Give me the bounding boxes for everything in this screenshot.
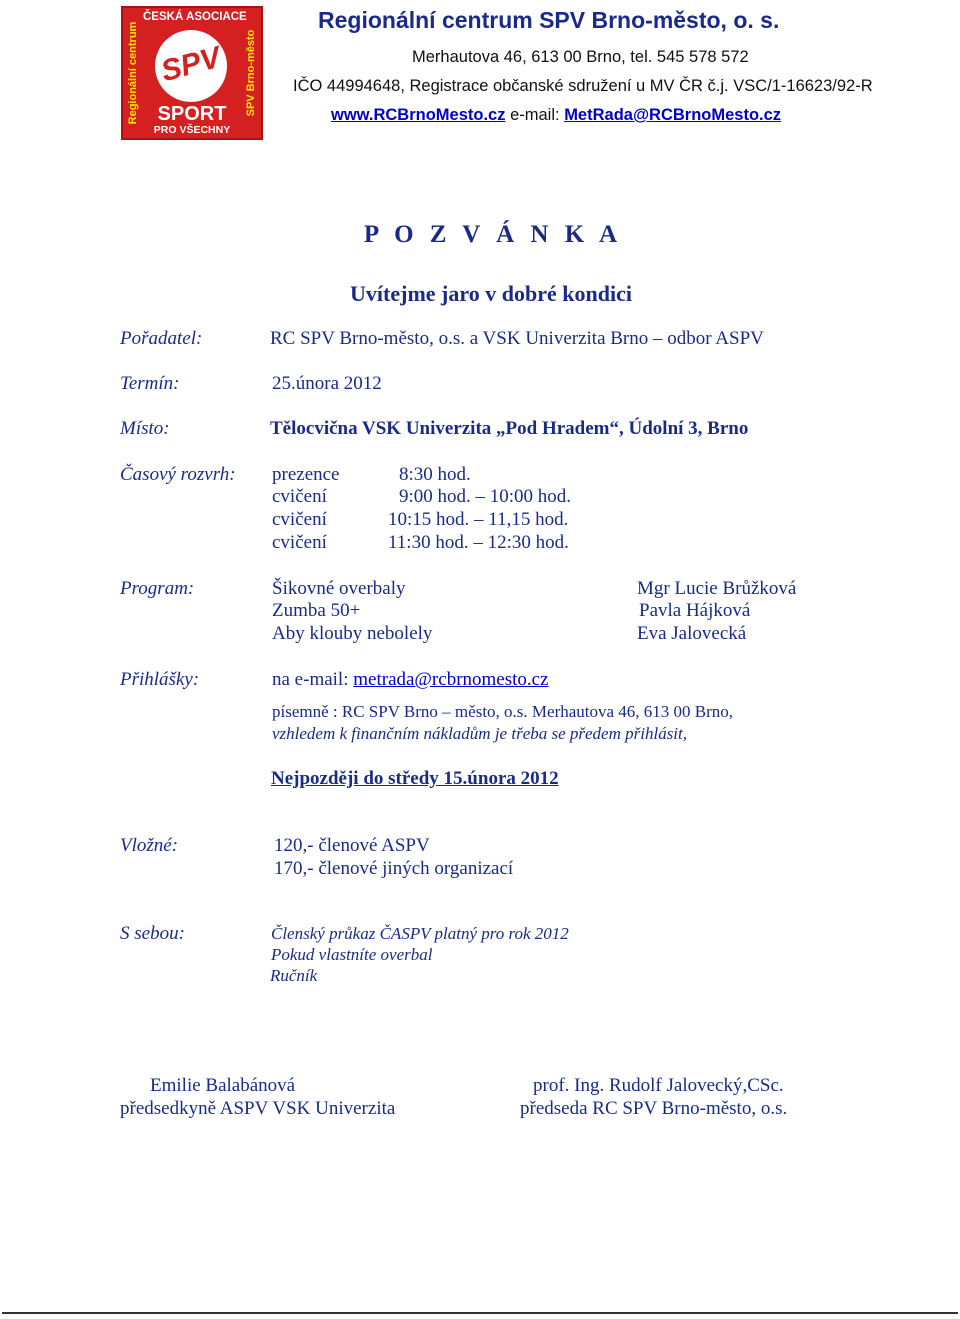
program-label: Program:: [120, 578, 195, 599]
schedule-item-time: 9:00 hod. – 10:00 hod.: [399, 486, 572, 507]
logo-emblem-text: SPV: [157, 40, 225, 89]
registration-written: písemně : RC SPV Brno – město, o.s. Merhautova 46, 613 00 Brno,: [272, 702, 734, 721]
schedule-item-time: 10:15 hod. – 11,15 hod.: [388, 509, 569, 530]
logo-bottom-text: PRO VŠECHNY: [153, 124, 231, 136]
registration-note: vzhledem k finančním nákladům je třeba se předem přihlásit,: [272, 724, 688, 743]
fee-line: 170,- členové jiných organizací: [274, 858, 514, 879]
schedule-item-name: cvičení: [272, 532, 327, 553]
signatory-right-name: prof. Ing. Rudolf Jalovecký,CSc.: [533, 1075, 784, 1096]
logo-left-text: Regionální centrum: [127, 21, 139, 125]
registration-deadline: Nejpozději do středy 15.února 2012: [271, 768, 559, 789]
program-instructor: Pavla Hájková: [639, 600, 751, 621]
program-activity: Šikovné overbaly: [272, 578, 406, 599]
schedule-label: Časový rozvrh:: [120, 464, 236, 485]
place-label: Místo:: [120, 418, 170, 439]
bring-label: S sebou:: [120, 923, 185, 944]
website-link[interactable]: www.RCBrnoMesto.cz: [331, 106, 506, 124]
page-subtitle: Uvítejme jaro v dobré kondici: [350, 281, 632, 306]
schedule-item-name: cvičení: [272, 486, 327, 507]
bring-item: Ručník: [270, 966, 318, 985]
organizer-label: Pořadatel:: [120, 328, 203, 349]
logo-emblem: [155, 30, 227, 102]
schedule-item-name: prezence: [272, 464, 340, 485]
organizer-value: RC SPV Brno-město, o.s. a VSK Univerzita Brno – odbor ASPV: [270, 328, 764, 349]
logo-top-text: ČESKÁ ASOCIACE: [143, 11, 247, 23]
bottom-rule: [2, 1312, 958, 1314]
logo: [121, 6, 263, 140]
program-activity: Zumba 50+: [272, 600, 361, 621]
place-value: Tělocvična VSK Univerzita „Pod Hradem“, Údolní 3, Brno: [270, 418, 749, 439]
logo-right-text: SPV Brno-město: [245, 29, 257, 117]
email-link[interactable]: MetRada@RCBrnoMesto.cz: [564, 106, 782, 124]
org-address: Merhautova 46, 613 00 Brno, tel. 545 578 572: [412, 48, 749, 66]
program-activity: Aby klouby nebolely: [272, 623, 433, 644]
schedule-item-time: 11:30 hod. – 12:30 hod.: [388, 532, 569, 553]
date-label: Termín:: [120, 373, 180, 394]
program-instructor: Eva Jalovecká: [637, 623, 747, 644]
contact-line: [331, 106, 781, 125]
page-title: P O Z V Á N K A: [363, 221, 623, 248]
org-name: Regionální centrum SPV Brno-město, o. s.: [318, 7, 780, 33]
signatory-left-role: předsedkyně ASPV VSK Univerzita: [120, 1098, 396, 1119]
logo-sport-text: SPORT: [157, 103, 227, 125]
logo-right-band: [242, 10, 260, 136]
bring-item: Pokud vlastníte overbal: [271, 945, 433, 964]
email-label: e-mail:: [510, 106, 560, 124]
registration-email-link[interactable]: metrada@rcbrnomesto.cz: [353, 669, 549, 690]
registration-email-prefix: na e-mail:: [272, 669, 354, 690]
registration-email-line: [272, 669, 549, 691]
org-registration: IČO 44994648, Registrace občanské sdružení u MV ČR č.j. VSC/1-16623/92-R: [293, 77, 873, 95]
date-value: 25.února 2012: [272, 373, 382, 394]
fee-line: 120,- členové ASPV: [274, 835, 430, 856]
schedule-item-name: cvičení: [272, 509, 327, 530]
signatory-left-name: Emilie Balabánová: [150, 1075, 296, 1096]
fee-label: Vložné:: [120, 835, 179, 856]
logo-left-band: [124, 10, 142, 136]
registration-label: Přihlášky:: [120, 669, 200, 690]
schedule-item-time: 8:30 hod.: [399, 464, 471, 485]
bring-item: Členský průkaz ČASPV platný pro rok 2012: [271, 924, 569, 943]
program-instructor: Mgr Lucie Brůžková: [637, 578, 797, 599]
signatory-right-role: předseda RC SPV Brno-město, o.s.: [520, 1098, 788, 1119]
